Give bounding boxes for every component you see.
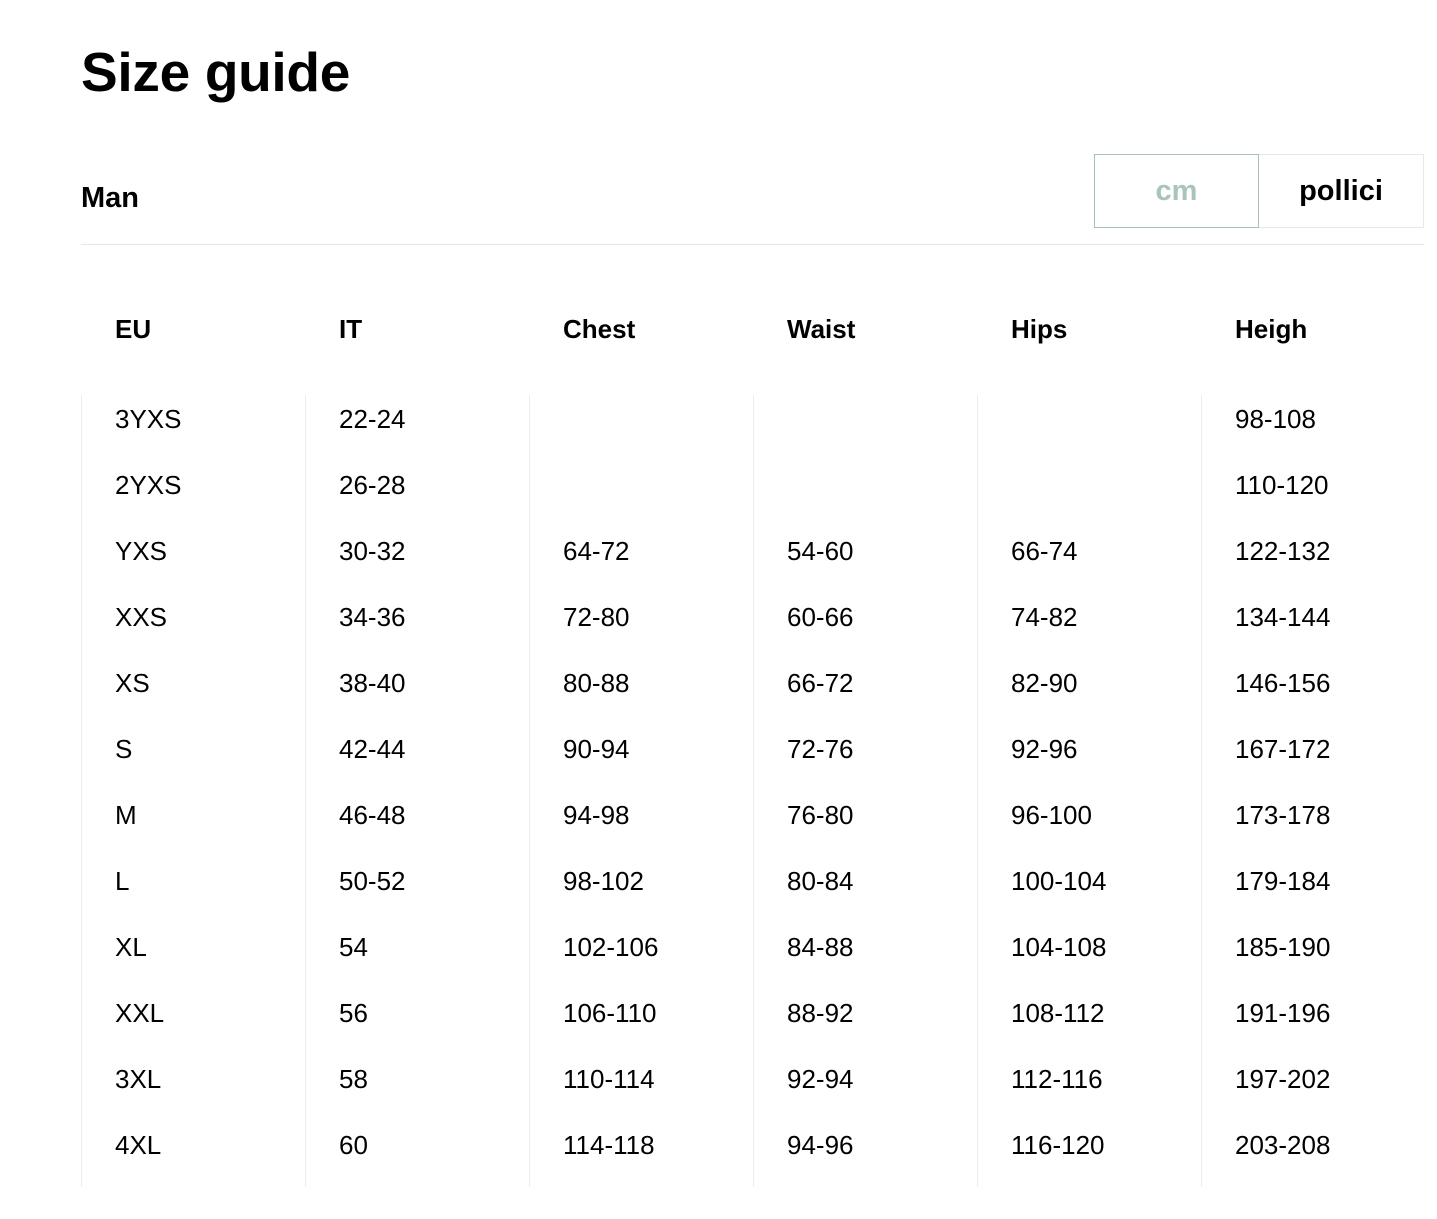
column-header-it: IT bbox=[339, 314, 363, 344]
table-cell: 104-108 bbox=[1011, 932, 1107, 962]
table-column-eu bbox=[81, 395, 305, 1187]
table-cell: 3XL bbox=[115, 1064, 162, 1094]
gender-header bbox=[81, 154, 1424, 245]
table-column-chest bbox=[529, 395, 753, 1187]
table-cell: 80-88 bbox=[563, 668, 630, 698]
table-cell bbox=[530, 465, 753, 531]
table-cell: 179-184 bbox=[1235, 866, 1331, 896]
table-cell: 94-96 bbox=[787, 1130, 854, 1160]
unit-toggle bbox=[1094, 154, 1424, 228]
table-cell: 34-36 bbox=[339, 602, 406, 632]
table-cell: 64-72 bbox=[563, 536, 630, 566]
table-cell: 60 bbox=[339, 1130, 368, 1160]
table-column-it bbox=[305, 395, 529, 1187]
table-cell bbox=[530, 399, 753, 465]
table-cell: 96-100 bbox=[1011, 800, 1092, 830]
table-cell: 72-76 bbox=[787, 734, 854, 764]
size-table bbox=[81, 280, 1425, 1187]
table-cell: M bbox=[115, 800, 137, 830]
table-cell: 185-190 bbox=[1235, 932, 1331, 962]
table-cell: 112-116 bbox=[1011, 1064, 1103, 1094]
table-cell: L bbox=[115, 866, 130, 896]
table-cell: 74-82 bbox=[1011, 602, 1078, 632]
table-cell: 66-74 bbox=[1011, 536, 1078, 566]
table-cell: 22-24 bbox=[339, 404, 406, 434]
table-body bbox=[81, 395, 1425, 1187]
table-cell: 88-92 bbox=[787, 998, 854, 1028]
column-header-heigh: Heigh bbox=[1235, 314, 1308, 344]
table-cell: XXL bbox=[115, 998, 165, 1028]
table-cell bbox=[978, 399, 1201, 465]
table-cell: 110-120 bbox=[1235, 470, 1329, 500]
table-cell: 114-118 bbox=[563, 1130, 655, 1160]
table-cell: 108-112 bbox=[1011, 998, 1105, 1028]
table-cell: 66-72 bbox=[787, 668, 854, 698]
table-cell bbox=[754, 399, 977, 465]
table-cell: 167-172 bbox=[1235, 734, 1331, 764]
table-cell: 42-44 bbox=[339, 734, 406, 764]
table-cell: 106-110 bbox=[563, 998, 657, 1028]
table-cell: XL bbox=[115, 932, 147, 962]
table-cell: 84-88 bbox=[787, 932, 854, 962]
table-cell: 4XL bbox=[115, 1130, 162, 1160]
table-cell: 72-80 bbox=[563, 602, 630, 632]
table-cell: 76-80 bbox=[787, 800, 854, 830]
table-cell bbox=[754, 465, 977, 531]
table-cell: 134-144 bbox=[1235, 602, 1331, 632]
table-cell: 54-60 bbox=[787, 536, 854, 566]
table-cell: 100-104 bbox=[1011, 866, 1107, 896]
table-cell: 2YXS bbox=[115, 470, 182, 500]
table-cell: 58 bbox=[339, 1064, 368, 1094]
table-cell: 197-202 bbox=[1235, 1064, 1331, 1094]
column-header-hips: Hips bbox=[1011, 314, 1068, 344]
table-cell: S bbox=[115, 734, 133, 764]
table-cell: 26-28 bbox=[339, 470, 406, 500]
table-cell: 110-114 bbox=[563, 1064, 655, 1094]
unit-cm-button[interactable]: cm bbox=[1094, 154, 1259, 228]
column-header-waist: Waist bbox=[787, 314, 856, 344]
table-cell: XXS bbox=[115, 602, 168, 632]
table-cell: 191-196 bbox=[1235, 998, 1331, 1028]
column-header-chest: Chest bbox=[563, 314, 636, 344]
table-cell: 30-32 bbox=[339, 536, 406, 566]
gender-label: Man bbox=[81, 182, 139, 214]
table-cell: 3YXS bbox=[115, 404, 182, 434]
table-cell: XS bbox=[115, 668, 150, 698]
table-cell: 82-90 bbox=[1011, 668, 1078, 698]
table-cell: 60-66 bbox=[787, 602, 854, 632]
table-cell: 122-132 bbox=[1235, 536, 1331, 566]
table-cell: 54 bbox=[339, 932, 368, 962]
table-cell: 90-94 bbox=[563, 734, 630, 764]
column-header-eu: EU bbox=[115, 314, 152, 344]
table-cell: YXS bbox=[115, 536, 168, 566]
table-column-hips bbox=[977, 395, 1201, 1187]
table-cell: 92-94 bbox=[787, 1064, 854, 1094]
table-cell: 56 bbox=[339, 998, 368, 1028]
table-cell: 203-208 bbox=[1235, 1130, 1331, 1160]
table-cell: 98-102 bbox=[563, 866, 644, 896]
unit-inches-button[interactable]: pollici bbox=[1259, 154, 1424, 228]
table-cell: 46-48 bbox=[339, 800, 406, 830]
page-title: Size guide bbox=[81, 41, 350, 103]
table-cell: 116-120 bbox=[1011, 1130, 1105, 1160]
table-cell: 38-40 bbox=[339, 668, 406, 698]
table-cell: 146-156 bbox=[1235, 668, 1331, 698]
table-cell: 92-96 bbox=[1011, 734, 1078, 764]
table-cell: 80-84 bbox=[787, 866, 854, 896]
table-header-row bbox=[81, 280, 1425, 395]
table-cell: 102-106 bbox=[563, 932, 659, 962]
table-cell bbox=[978, 465, 1201, 531]
table-cell: 173-178 bbox=[1235, 800, 1331, 830]
table-column-waist bbox=[753, 395, 977, 1187]
table-column-heigh bbox=[1201, 395, 1425, 1187]
table-cell: 50-52 bbox=[339, 866, 406, 896]
table-cell: 98-108 bbox=[1235, 404, 1316, 434]
table-cell: 94-98 bbox=[563, 800, 630, 830]
